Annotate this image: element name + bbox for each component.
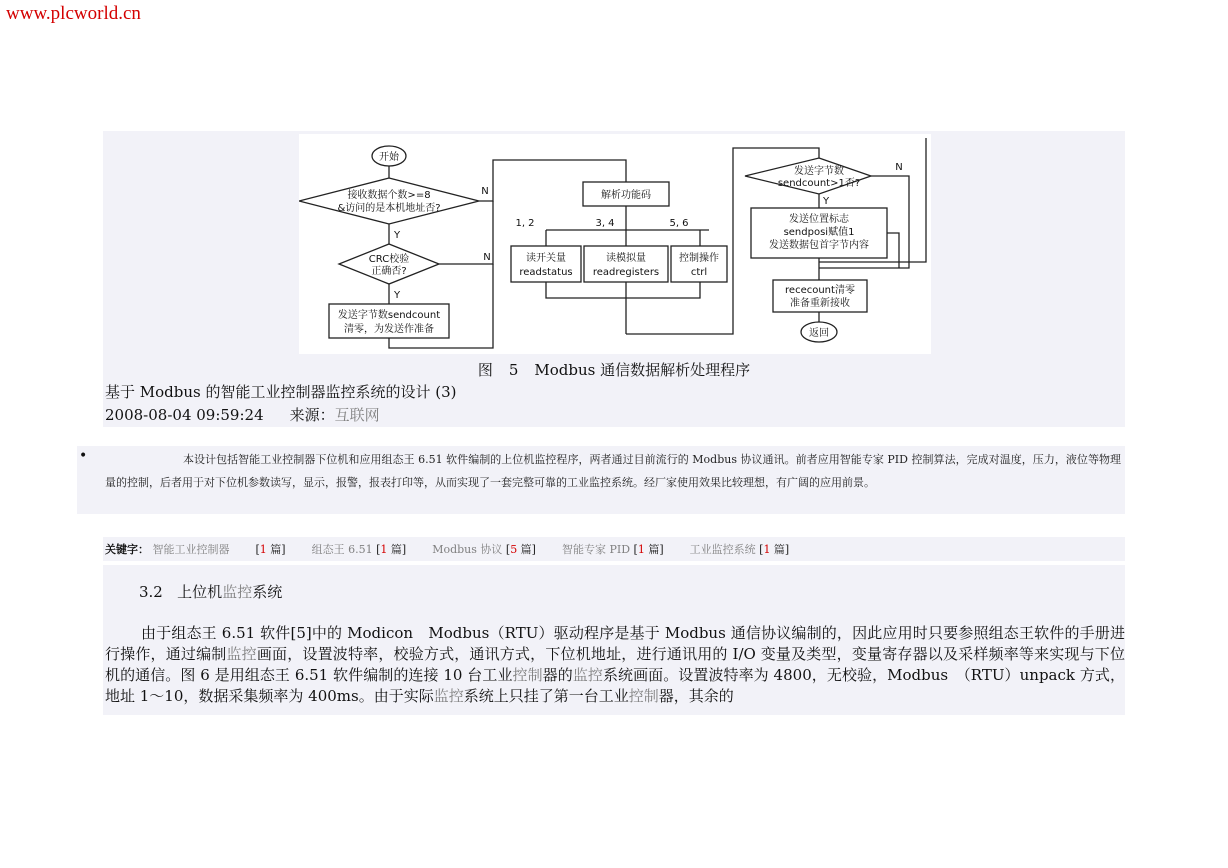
kw-count-num[interactable]: 1 <box>637 543 645 556</box>
fc-d3-l2: sendcount>1否? <box>777 178 861 189</box>
keyword-count <box>634 543 664 556</box>
figure-label: 图 <box>477 361 493 379</box>
fc-ctrl-l2: ctrl <box>690 267 708 278</box>
kw-bracket: [ <box>633 543 638 556</box>
link-control-2[interactable]: 控制 <box>628 687 659 705</box>
site-url-link[interactable]: www.plcworld.cn <box>6 3 141 24</box>
abstract-section <box>77 446 1125 514</box>
fc-parse: 解析功能码 <box>601 190 651 201</box>
kw-bracket-end: 篇] <box>266 543 286 556</box>
keywords-section <box>103 537 1125 561</box>
fc-label-12: 1, 2 <box>515 218 535 229</box>
bullet-icon: • <box>79 448 88 464</box>
article-title: 基于 Modbus 的智能工业控制器监控系统的设计 (3) <box>105 383 457 401</box>
fc-d1-l1: 接收数据个数>=8 <box>347 190 431 201</box>
article-body <box>103 565 1125 715</box>
kw-count-num[interactable]: 5 <box>510 543 518 556</box>
keyword-link[interactable]: 智能专家 PID <box>561 543 631 556</box>
keyword-item <box>153 543 230 556</box>
fc-pos-l1: 发送位置标志 <box>789 214 849 225</box>
fc-n3: N <box>895 162 903 173</box>
keyword-link[interactable]: 智能工业控制器 <box>152 543 230 556</box>
fc-n1: N <box>481 186 489 197</box>
kw-bracket-end: 篇] <box>770 543 790 556</box>
fc-rs-l2: readstatus <box>519 267 573 278</box>
body-paragraph <box>105 623 1125 707</box>
kw-bracket: [ <box>255 543 260 556</box>
kw-count-num[interactable]: 1 <box>259 543 267 556</box>
fc-return: 返回 <box>809 328 829 339</box>
fc-n2: N <box>483 252 491 263</box>
fc-rece-l2: 准备重新接收 <box>790 298 850 309</box>
figure-caption <box>103 359 1125 380</box>
fc-d3-l1: 发送字节数 <box>794 166 844 177</box>
keyword-count <box>759 543 789 556</box>
keywords-label: 关键字： <box>105 543 149 556</box>
para-text-2: 画面，设置波特率，校验方式，通讯方式，下位机地址，进行通讯用的 I/O 变量及类型，变量寄存器以及采样频率等来实现与下位机的通信。图 6 是用组态王 6.51 软件编制的连接 10 台工业 <box>105 645 1125 684</box>
fc-y1: Y <box>393 230 401 241</box>
kw-count-num[interactable]: 1 <box>380 543 388 556</box>
section-heading <box>139 581 282 602</box>
fc-label-34: 3, 4 <box>595 218 615 229</box>
fc-send-l1: 发送字节数sendcount <box>337 310 441 321</box>
fc-rece-l1: rececount清零 <box>785 285 855 296</box>
fc-y3: Y <box>822 196 830 207</box>
link-monitor-2[interactable]: 监控 <box>572 666 603 684</box>
section-number: 3.2 <box>139 583 163 601</box>
para-text-1: 由于组态王 6.51 软件[5]中的 Modicon Modbus（RTU）驱动程序是基于 Modbus 通信协议编制的，因此应用时只要参照组态王软件的手册进行操作，通过编制 <box>105 624 1125 663</box>
keyword-count <box>256 543 286 556</box>
para-text-6: 器，其余的 <box>658 687 734 705</box>
link-control-1[interactable]: 控制 <box>512 666 543 684</box>
fc-d2-l2: 正确否? <box>371 266 407 277</box>
fc-rs-l1: 读开关量 <box>526 253 566 264</box>
figure-panel <box>103 131 1125 427</box>
kw-bracket: [ <box>505 543 511 556</box>
source-link[interactable]: 互联网 <box>334 406 380 424</box>
fc-d2-l1: CRC校验 <box>368 254 410 265</box>
article-datetime: 2008-08-04 09:59:24 <box>105 406 264 424</box>
keyword-link[interactable]: Modbus 协议 <box>432 543 503 556</box>
fc-ra-l1: 读模拟量 <box>606 253 646 264</box>
fc-y2: Y <box>393 290 401 301</box>
para-text-4: 系统画面。设置波特率为 4800，无校验，Modbus （RTU）unpack 方式，地址 1～10，数据采集频率为 400ms。由于实际 <box>105 666 1125 705</box>
section-heading-post: 系统 <box>252 583 283 601</box>
fc-pos-l2: sendposi赋值1 <box>783 227 855 238</box>
article-meta <box>105 404 380 425</box>
keyword-link[interactable]: 组态王 6.51 <box>311 543 373 556</box>
link-monitor-3[interactable]: 监控 <box>433 687 464 705</box>
fc-send-l2: 清零，为发送作准备 <box>344 324 434 335</box>
source-label: 来源： <box>289 406 335 424</box>
keyword-link[interactable]: 工业监控系统 <box>689 543 756 556</box>
abstract-text: 本设计包括智能工业控制器下位机和应用组态王 6.51 软件编制的上位机监控程序，两者通过目前流行的 Modbus 协议通讯。前者应用智能专家 PID 控制算法，完成对温度，压力，液位等物理量的控制，后者用于对下位机参数读写，显示，报警，报表打印等，从而实现了一套完整可靠的工业监控系统。经厂家使用效果比较理想，有广阔的应用前景。 <box>105 453 1121 489</box>
kw-bracket-end: 篇] <box>644 543 664 556</box>
keywords-line <box>105 541 789 557</box>
heading-link-monitor[interactable]: 监控 <box>222 583 253 601</box>
section-heading-pre: 上位机 <box>177 583 223 601</box>
kw-count-num[interactable]: 1 <box>763 543 771 556</box>
fc-start: 开始 <box>379 152 399 163</box>
kw-bracket-end: 篇] <box>387 543 407 556</box>
link-monitor-1[interactable]: 监控 <box>226 645 257 663</box>
fc-pos-l3: 发送数据包首字节内容 <box>769 240 869 251</box>
keyword-count <box>376 543 406 556</box>
fc-d1-l2: &访问的是本机地址否? <box>337 203 441 214</box>
para-text-5: 系统上只挂了第一台工业 <box>463 687 629 705</box>
fc-ra-l2: readregisters <box>592 267 660 278</box>
kw-bracket: [ <box>376 543 381 556</box>
fc-label-56: 5, 6 <box>669 218 689 229</box>
fc-ctrl-l1: 控制操作 <box>679 253 719 264</box>
kw-bracket: [ <box>759 543 764 556</box>
modbus-flowchart <box>299 134 931 354</box>
keyword-count <box>506 543 536 556</box>
figure-number: 5 <box>508 361 519 379</box>
para-text-3: 器的 <box>542 666 573 684</box>
kw-bracket-end: 篇] <box>517 543 536 556</box>
figure-caption-text: Modbus 通信数据解析处理程序 <box>534 361 751 379</box>
